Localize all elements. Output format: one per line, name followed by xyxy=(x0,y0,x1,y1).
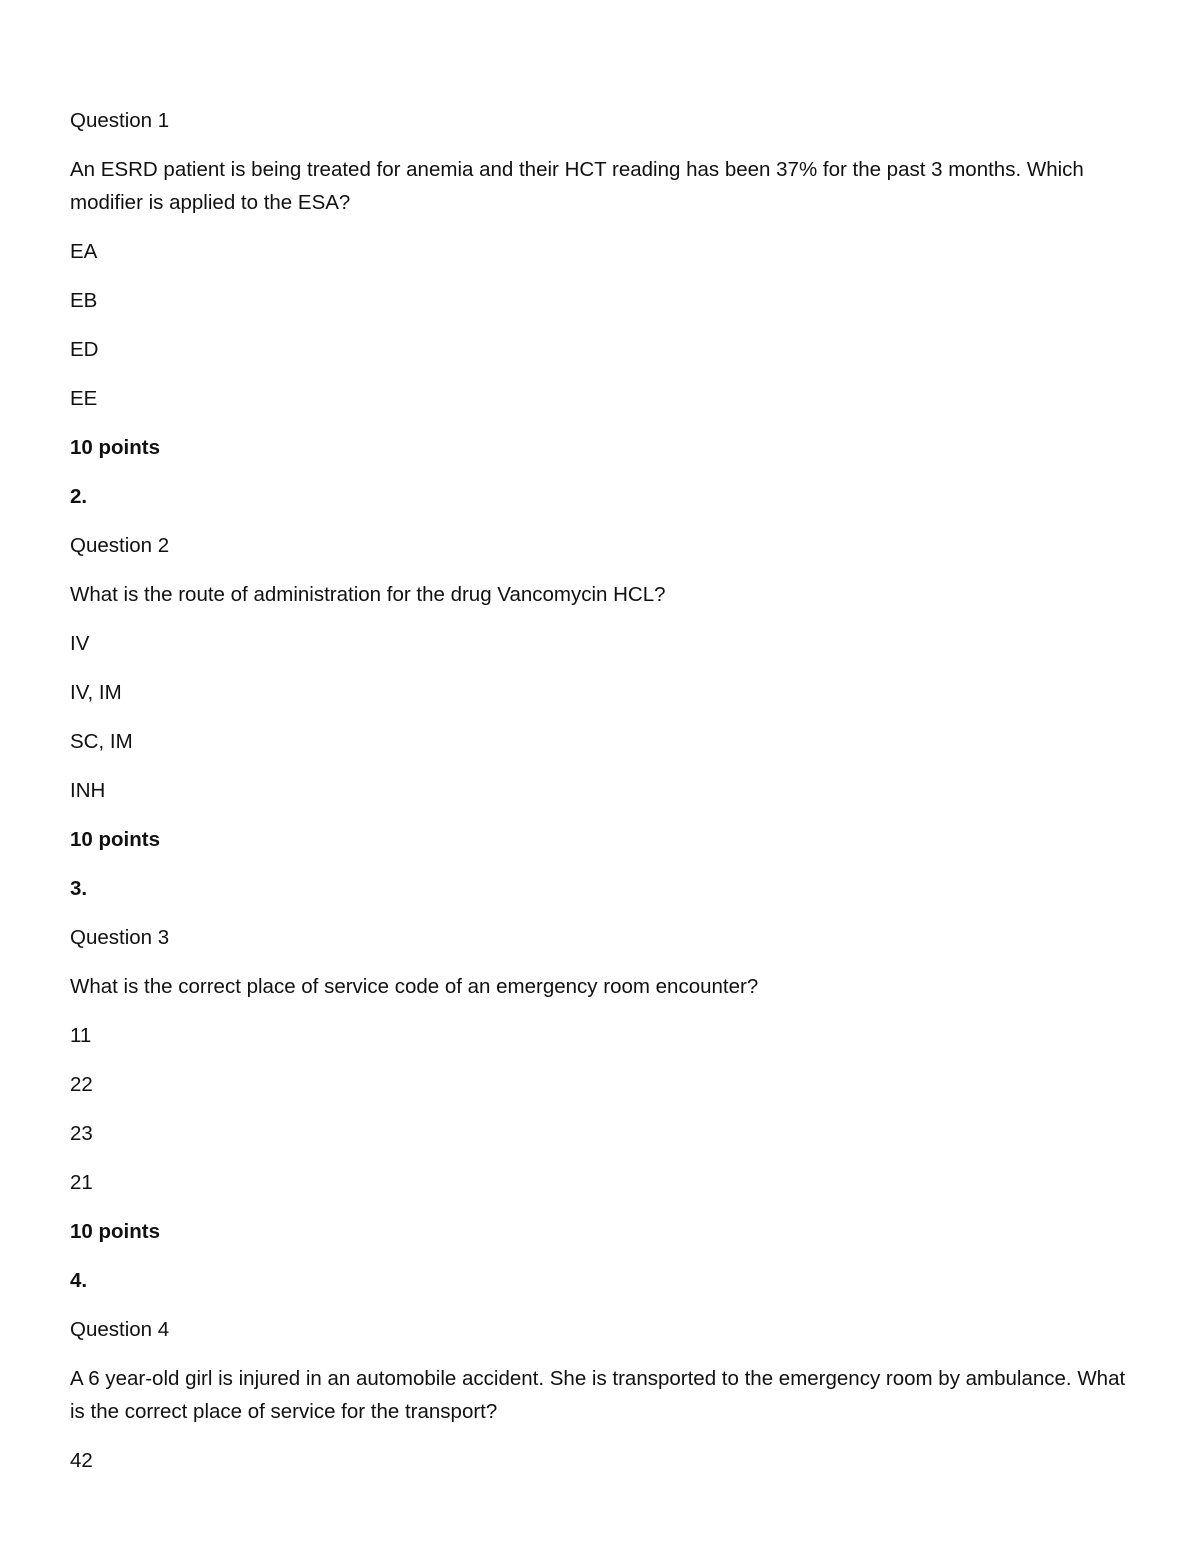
answer-option: 11 xyxy=(70,1024,92,1047)
answer-option: 21 xyxy=(70,1171,93,1194)
answer-option: ED xyxy=(70,338,99,361)
question-text: An ESRD patient is being treated for anemia and their HCT reading has been 37% for the past 3 months. Which modifier is applied to the ESA? xyxy=(70,158,1084,214)
question-title: Question 1 xyxy=(70,109,170,132)
question-text: What is the route of administration for the drug Vancomycin HCL? xyxy=(70,583,666,606)
question-4 xyxy=(70,1264,1130,1477)
document-page xyxy=(70,104,1130,1493)
answer-option: EA xyxy=(70,240,98,263)
answer-option: IV xyxy=(70,632,90,655)
question-number: 2. xyxy=(70,485,88,508)
answer-option: INH xyxy=(70,779,106,802)
points-label: 10 points xyxy=(70,436,160,459)
answer-option: 23 xyxy=(70,1122,93,1145)
answer-option: EE xyxy=(70,387,98,410)
answer-option: 42 xyxy=(70,1449,93,1472)
points-label: 10 points xyxy=(70,828,160,851)
question-3 xyxy=(70,872,1130,1248)
question-title: Question 4 xyxy=(70,1318,170,1341)
answer-option: EB xyxy=(70,289,98,312)
question-number: 4. xyxy=(70,1269,88,1292)
question-2 xyxy=(70,480,1130,856)
answer-option: IV, IM xyxy=(70,681,122,704)
answer-option: SC, IM xyxy=(70,730,133,753)
question-text: A 6 year-old girl is injured in an automobile accident. She is transported to the emergency room by ambulance. What is the correct place of service for the transport? xyxy=(70,1367,1126,1423)
question-title: Question 2 xyxy=(70,534,170,557)
question-number: 3. xyxy=(70,877,88,900)
points-label: 10 points xyxy=(70,1220,160,1243)
question-1 xyxy=(70,104,1130,464)
answer-option: 22 xyxy=(70,1073,93,1096)
question-text: What is the correct place of service code of an emergency room encounter? xyxy=(70,975,759,998)
question-title: Question 3 xyxy=(70,926,170,949)
